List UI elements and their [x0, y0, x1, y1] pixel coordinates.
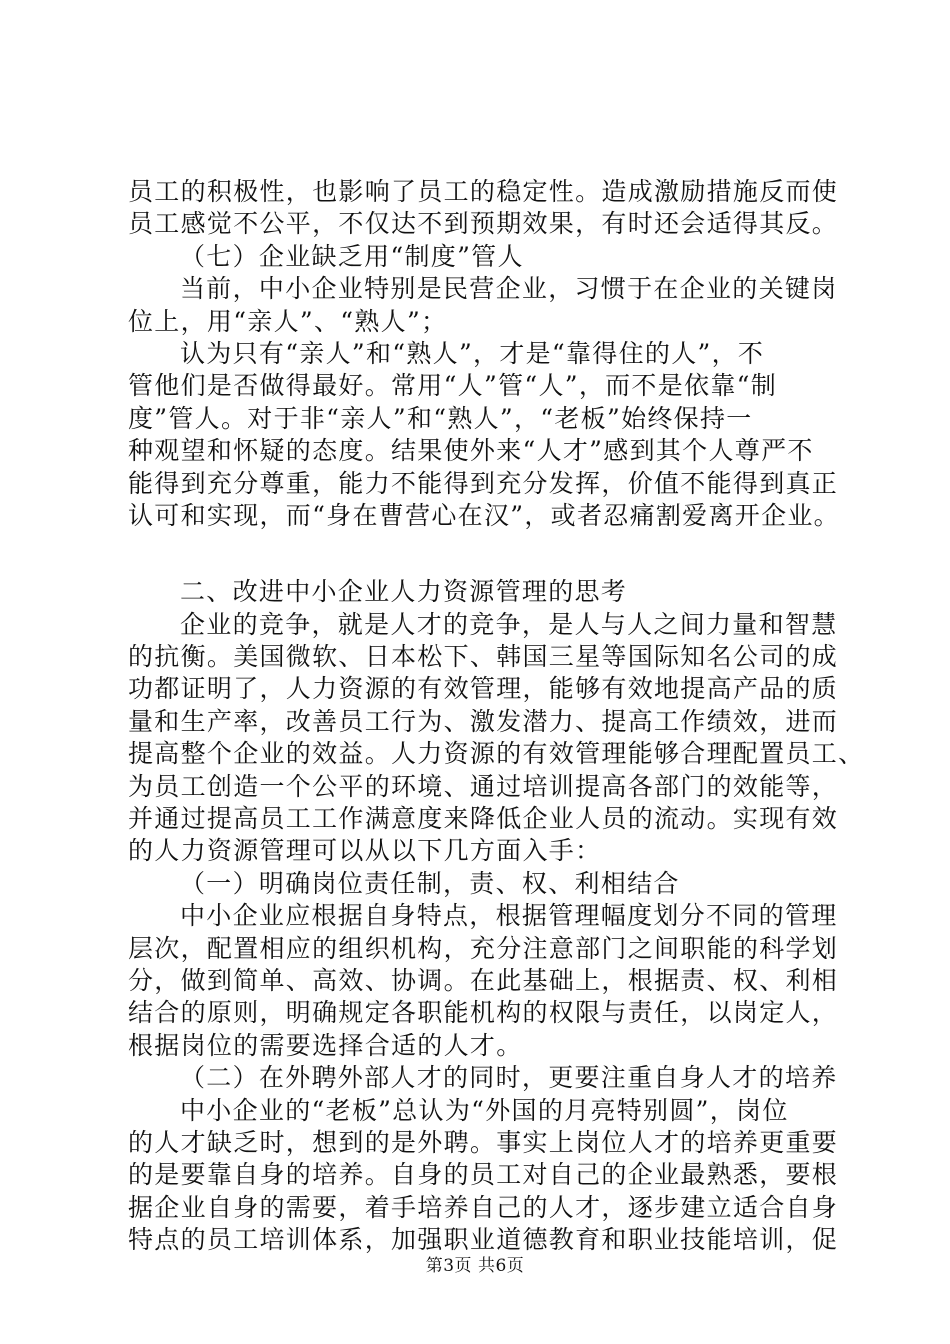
text-line: 量和生产率，改善员工行为、激发潜力、提高工作绩效，进而 [128, 706, 839, 736]
text-line: 认为只有“亲人”和“熟人”，才是“靠得住的人”，不 [180, 338, 765, 368]
page-number-footer: 第3页 共6页 [425, 1256, 525, 1276]
text-line: 企业的竞争，就是人才的竞争，是人与人之间力量和智慧 [180, 609, 838, 639]
text-line: 种观望和怀疑的态度。结果使外来“人才”感到其个人尊严不 [128, 436, 814, 466]
text-line: 中小企业的“老板”总认为“外国的月亮特别圆”，岗位 [180, 1095, 789, 1125]
paragraph-spacer [128, 532, 838, 576]
section-heading: （七）企业缺乏用“制度”管人 [180, 241, 524, 271]
text-line: 度”管人。对于非“亲人”和“熟人”，“老板”始终保持一 [128, 403, 753, 433]
text-line: 功都证明了，人力资源的有效管理，能够有效地提高产品的质 [128, 674, 839, 704]
text-line: 提高整个企业的效益。人力资源的有效管理能够合理配置员工、 [128, 739, 865, 769]
text-line: 并通过提高员工工作满意度来降低企业人员的流动。实现有效 [128, 804, 839, 834]
text-line: 的人力资源管理可以从以下几方面入手： [128, 836, 602, 866]
section-heading: （一）明确岗位责任制，责、权、利相结合 [180, 868, 680, 898]
chapter-heading: 二、改进中小企业人力资源管理的思考 [180, 577, 628, 607]
document-body [128, 176, 865, 1257]
text-line: 的是要靠自身的培养。自身的员工对自己的企业最熟悉，要根 [128, 1160, 839, 1190]
text-line: 能得到充分尊重，能力不能得到充分发挥，价值不能得到真正 [128, 468, 839, 498]
text-line: 的人才缺乏时，想到的是外聘。事实上岗位人才的培养更重要 [128, 1127, 839, 1157]
text-line: 特点的员工培训体系，加强职业道德教育和职业技能培训，促 [128, 1225, 839, 1255]
text-line: 分，做到简单、高效、协调。在此基础上，根据责、权、利相 [128, 965, 839, 995]
text-line: 根据岗位的需要选择合适的人才。 [128, 1030, 523, 1060]
text-line: 认可和实现，而“身在曹营心在汉”，或者忍痛割爱离开企业。 [128, 500, 840, 530]
text-line: 员工的积极性，也影响了员工的稳定性。造成激励措施反而使 [128, 177, 839, 206]
text-line: 管他们是否做得最好。常用“人”管“人”，而不是依靠“制 [128, 371, 778, 401]
text-line: 当前，中小企业特别是民营企业，习惯于在企业的关键岗 [180, 274, 838, 304]
section-heading: （二）在外聘外部人才的同时，更要注重自身人才的培养 [180, 1063, 838, 1093]
text-line: 员工感觉不公平，不仅达不到预期效果，有时还会适得其反。 [128, 209, 839, 239]
text-line: 的抗衡。美国微软、日本松下、韩国三星等国际知名公司的成 [128, 642, 839, 672]
text-line: 位上，用“亲人”、“熟人”； [128, 306, 448, 336]
text-line: 层次，配置相应的组织机构，充分注意部门之间职能的科学划 [128, 933, 839, 963]
text-line: 据企业自身的需要，着手培养自己的人才，逐步建立适合自身 [128, 1192, 839, 1222]
text-line: 中小企业应根据自身特点，根据管理幅度划分不同的管理 [180, 901, 838, 931]
text-line: 结合的原则，明确规定各职能机构的权限与责任，以岗定人， [128, 998, 839, 1028]
text-line: 为员工创造一个公平的环境、通过培训提高各部门的效能等， [128, 771, 839, 801]
